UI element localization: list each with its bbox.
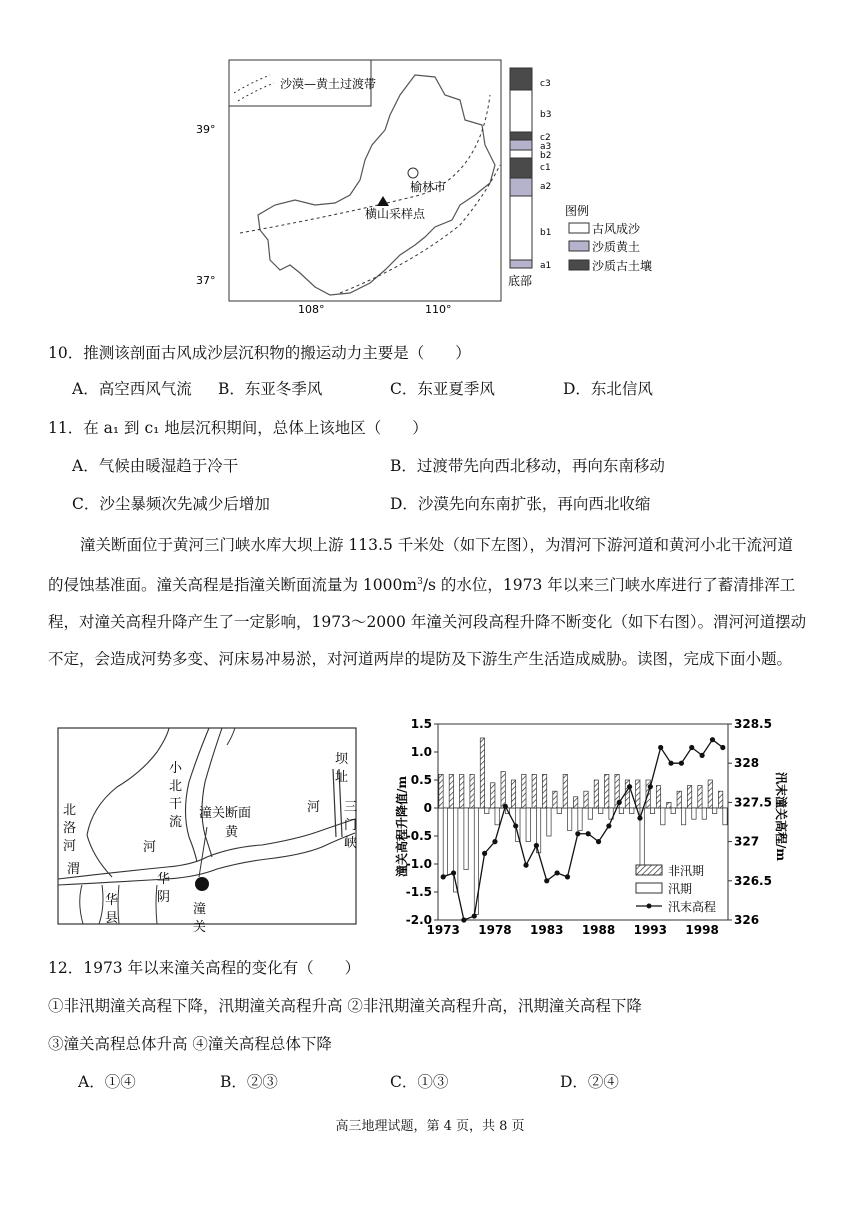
layer-c1 [510,158,532,178]
bar-flood [619,808,623,814]
bar-flood [454,808,458,892]
bar-flood [567,808,571,830]
q11-option-c[interactable]: C．沙尘暴频次先减少后增加 [72,495,270,513]
legend-swatch-sand [569,223,589,233]
label-sanmenxia-2: 门 [344,818,358,833]
x-tick-label: 1998 [685,923,719,937]
elevation-point [637,815,642,820]
bar-nonflood [687,786,691,808]
bar-nonflood [449,774,453,808]
q12-line2: ③潼关高程总体升高 ④潼关高程总体下降 [48,1035,332,1053]
y-tick-label: -1.5 [405,885,432,899]
label-xiaobei-3: 干 [169,797,183,812]
sample-site-marker [377,196,389,206]
legend-item: 古风成沙 [592,222,641,236]
bar-flood [630,808,634,814]
label-baxian-1: 坝 [335,752,349,767]
legend-line-marker [647,904,652,909]
legend-item: 沙质黄土 [592,240,641,254]
bar-nonflood [501,772,505,808]
q11-option-a[interactable]: A．气候由暖湿趋于冷干 [72,457,239,475]
elevation-point [596,839,601,844]
chart-legend [636,863,716,914]
bar-flood [650,808,654,814]
bar-nonflood [708,780,712,808]
bar-nonflood [470,774,474,808]
q10-option-b[interactable]: B．东亚冬季风 [218,380,323,398]
layer-a1 [510,260,532,268]
label-sanmenxia-1: 三 [344,800,358,815]
legend-dash [234,75,274,101]
elevation-point [513,823,518,828]
layer-b2 [510,150,532,158]
x-tick-label: 1983 [530,923,564,937]
q12-line1: ①非汛期潼关高程下降，汛期潼关高程升高 ②非汛期潼关高程升高，汛期潼关高程下降 [48,997,642,1015]
layer-label: a2 [540,182,552,192]
bar-nonflood [511,780,515,808]
elevation-point [700,753,705,758]
legend-nonflood: 非汛期 [668,864,705,878]
legend-elevation: 汛末高程 [668,900,717,914]
layer-c3 [510,68,532,90]
label-huayin-2: 阴 [157,890,171,905]
elevation-point [720,745,725,750]
legend-swatch-nonflood [636,865,662,875]
q12-option-a[interactable]: A．①④ [78,1073,136,1091]
region-outline [258,75,495,295]
layer-a2 [510,178,532,196]
bar-nonflood [698,786,702,808]
lon-108-label: 108° [298,303,325,316]
bar-flood [681,808,685,825]
column-legend-title: 图例 [565,204,590,218]
elevation-point [461,917,466,922]
layer-labels [540,79,551,271]
xiaobei-river-bank-left [186,728,210,862]
legend-flood: 汛期 [668,882,693,896]
elevation-point [668,761,673,766]
elevation-point [482,851,487,856]
bar-nonflood [605,774,609,808]
elevation-point [451,870,456,875]
y2-tick-label: 328.5 [734,717,772,731]
label-section: 潼关断面 [199,806,252,821]
elevation-point [586,831,591,836]
bar-nonflood [656,786,660,808]
site-label: 横山采样点 [365,207,426,221]
q12-option-d[interactable]: D．②④ [560,1073,619,1091]
tongguan-map [57,727,359,935]
elevation-point [575,831,580,836]
passage-paragraph [48,527,808,678]
elevation-point [658,745,663,750]
bar-flood [692,808,696,819]
q11-option-b[interactable]: B．过渡带先向西北移动，再向东南移动 [390,457,665,475]
bar-nonflood [460,774,464,808]
bar-flood [464,808,468,870]
elevation-point [627,784,632,789]
label-huaxian-1: 华 [105,893,119,908]
bar-flood [526,808,530,842]
elevation-point [492,839,497,844]
label-tongguan-2: 关 [193,920,207,935]
bar-nonflood [439,774,443,808]
page-footer: 高三地理试题，第 4 页，共 8 页 [335,1119,525,1134]
y-tick-label: 1.5 [410,717,432,731]
label-xiaobei-2: 北 [169,779,183,794]
label-tongguan-1: 潼 [193,902,207,917]
label-huayin-1: 华 [157,872,171,887]
bar-flood [702,808,706,819]
legend-swatch-loess [569,241,589,251]
x-tick-label: 1988 [581,923,616,937]
elevation-point [544,878,549,883]
elevation-point [648,784,653,789]
elevation-point [710,737,715,742]
elevation-point [689,745,694,750]
elevation-point [679,761,684,766]
elevation-point [441,874,446,879]
y-tick-label: 0 [423,801,432,815]
passage-part2: /s 的水位，1973 年以来三门峡水库进行了蓄清排浑工程，对潼关高程升降产生了一定影响，1973～2000 年潼关河段高程升降不断变化（如下右图）。渭河河道摆动不定，会造成河势多变、河床易冲易淤，对河道两岸的堤防及下游生产生活造成威胁。读图，完成下面小题。 [48,576,807,669]
label-huang: 黄 [225,825,239,840]
bar-nonflood [625,780,629,808]
bar-nonflood [563,774,567,808]
y-tick-label: -2.0 [405,913,432,927]
lat-37-label: 37° [196,274,216,287]
bar-nonflood [573,797,577,808]
y-tick-label: -0.5 [405,829,432,843]
label-beiluo-2: 洛 [63,821,77,836]
layer-label: a3 [540,142,552,152]
lat-39-label: 39° [196,123,216,136]
bar-nonflood [532,774,536,808]
bar-flood [578,808,582,830]
bar-flood [443,808,447,875]
bar-nonflood [553,791,557,808]
label-baxian-2: 址 [335,770,349,785]
bar-nonflood [667,802,671,808]
bar-flood [723,808,727,825]
bar-nonflood [718,791,722,808]
elevation-point [617,800,622,805]
y2-tick-label: 328 [734,756,760,771]
layer-label: b2 [540,151,552,161]
bar-flood [671,808,675,814]
bar-nonflood [584,791,588,808]
bar-nonflood [636,780,640,808]
bar-flood [599,808,603,814]
beiluo-lower [87,835,112,877]
legend-swatch-flood [636,883,662,893]
lon-110-label: 110° [425,303,452,316]
y2-tick-label: 326 [734,913,760,927]
layer-b1 [510,196,532,260]
label-sanmenxia-3: 峡 [344,836,358,851]
q10-option-c[interactable]: C．东亚夏季风 [390,380,495,398]
tributary [227,728,235,745]
y2-tick-label: 326.5 [734,873,772,888]
bar-flood [474,808,478,914]
q10-stem: 10．推测该剖面古风成沙层沉积物的搬运动力主要是（ ） [48,344,471,362]
label-xiao: 小 [169,761,183,776]
bar-nonflood [677,791,681,808]
bar-nonflood [594,780,598,808]
elevation-chart [380,712,800,942]
q10-option-a[interactable]: A．高空西风气流 [72,380,192,398]
layer-c2 [510,132,532,140]
elevation-point [523,863,528,868]
map-legend-label: 沙漠—黄土过渡带 [280,77,377,91]
y-axis-label: 潼关高程升降值/m [395,775,409,877]
elevation-point [534,843,539,848]
bar-flood [557,808,561,814]
y-tick-label: 0.5 [410,773,432,787]
elevation-point [555,870,560,875]
bar-nonflood [480,738,484,808]
passage-sup: 3 [417,577,423,587]
passage-part1: 潼关断面位于黄河三门峡水库大坝上游 113.5 千米处（如下左图），为渭河下游河道和黄河小北干流河道的侵蚀基准面。潼关高程是指潼关断面流量为 1000m [48,536,793,595]
q11-stem: 11．在 a₁ 到 c₁ 地层沉积期间，总体上该地区（ ） [48,419,428,437]
bar-flood [495,808,499,825]
bar-nonflood [491,783,495,808]
layer-label: c3 [540,79,551,89]
elevation-point [565,874,570,879]
layer-label: c1 [540,163,551,173]
elevation-point [606,823,611,828]
bar-nonflood [522,774,526,808]
layer-b3 [510,90,532,132]
bar-flood [712,808,716,814]
bar-flood [661,808,665,825]
map-frame [229,60,501,301]
bar-flood [588,808,592,819]
yulin-city-marker [408,168,418,178]
layer-a3 [510,140,532,150]
layer-label: b3 [540,110,552,120]
tongguan-marker [195,877,209,891]
layer-label: a1 [540,261,552,271]
label-beiluo-3: 河 [63,839,77,854]
label-beiluo-1: 北 [63,803,77,818]
map-and-profile-figure [196,55,680,320]
bar-flood [547,808,551,836]
y-tick-label: -1.0 [405,857,432,871]
x-tick-label: 1973 [426,923,460,937]
q12-option-b[interactable]: B．②③ [220,1073,278,1091]
label-xiaobei-4: 流 [169,815,183,830]
y2-axis-label: 汛末潼关高程/m [774,772,788,862]
label-wei: 渭 [67,862,81,877]
q10-option-d[interactable]: D．东北信风 [563,380,653,398]
bar-flood [485,808,489,814]
y2-tick-label: 327.5 [734,795,772,810]
label-huaxian-2: 县 [105,911,119,926]
label-he1: 河 [143,840,157,855]
q11-option-d[interactable]: D．沙漠先向东南扩张，再向西北收缩 [390,495,651,513]
label-he2: 河 [307,800,321,815]
bar-nonflood [542,774,546,808]
y2-tick-label: 327 [734,834,760,849]
strat-column [510,68,532,268]
x-tick-label: 1993 [633,923,668,937]
elevation-point [503,804,508,809]
section-pointer [199,827,207,877]
beiluo-river [87,728,169,835]
south-tributaries [80,885,157,924]
city-label: 榆林市 [410,180,447,194]
q12-option-c[interactable]: C．①③ [390,1073,449,1091]
elevation-point [472,913,477,918]
q12-stem: 12．1973 年以来潼关高程的变化有（ ） [48,959,361,977]
legend-item: 沙质古土壤 [592,259,653,273]
layer-label: c2 [540,133,551,143]
y-tick-label: 1.0 [410,745,432,759]
bottom-label: 底部 [508,274,533,288]
legend-swatch-paleosol [569,260,589,270]
layer-label: b1 [540,228,552,238]
x-tick-label: 1978 [478,923,512,937]
